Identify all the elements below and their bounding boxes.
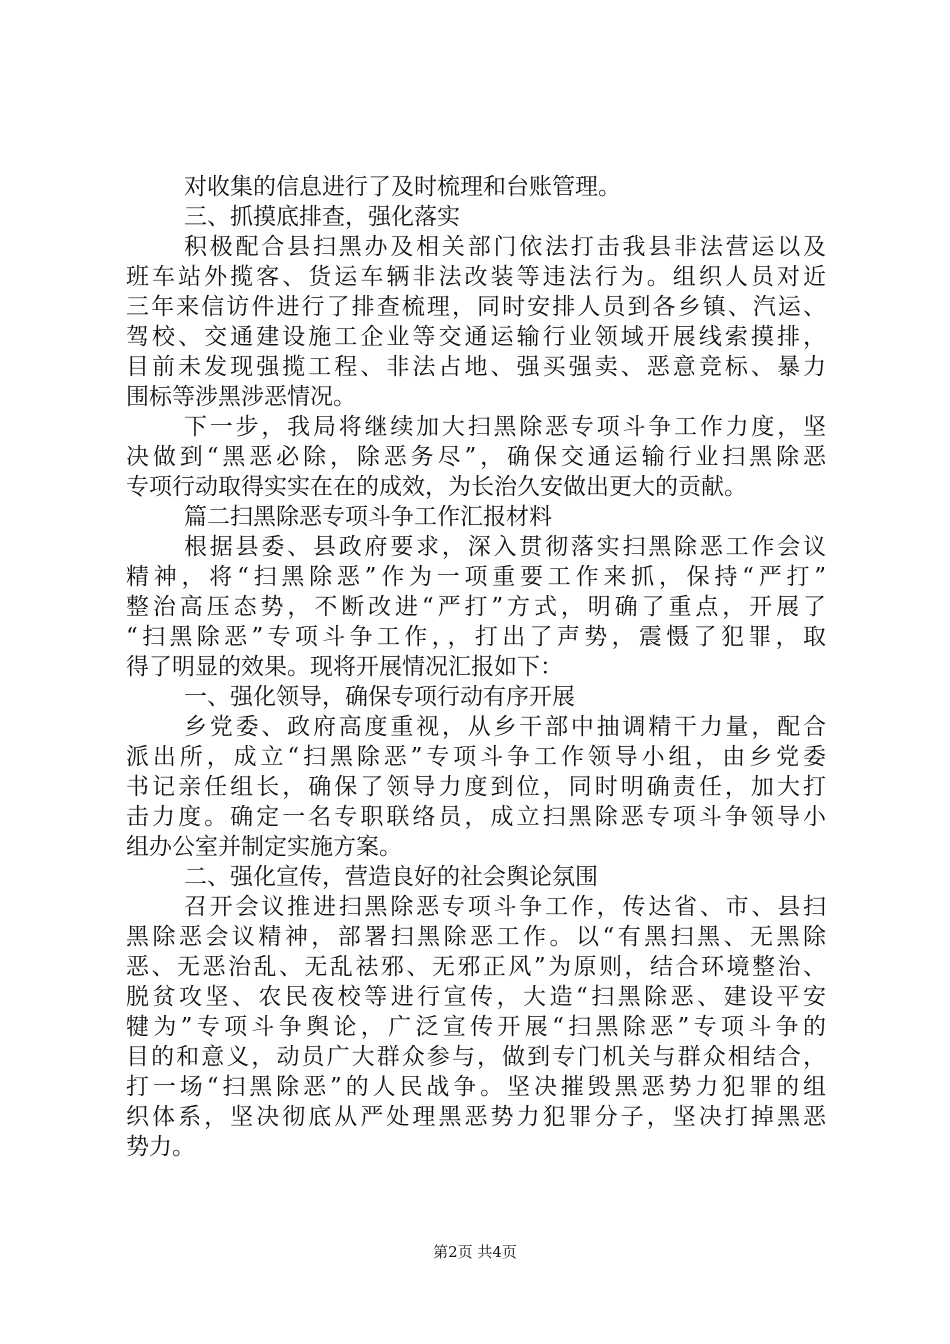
paragraph-line: 决做到“黑恶必除，除恶务尽”，确保交通运输行业扫黑除恶 <box>126 444 826 470</box>
paragraph-line: 根据县委、县政府要求，深入贯彻落实扫黑除恶工作会议 <box>184 534 826 560</box>
paragraph-line: 专项行动取得实实在在的成效，为长治久安做出更大的贡献。 <box>126 474 747 500</box>
paragraph-line: 整治高压态势，不断改进“严打”方式，明确了重点，开展了 <box>126 594 826 620</box>
paragraph-line: 对收集的信息进行了及时梳理和台账管理。 <box>184 174 621 200</box>
paragraph-line: 黑除恶会议精神，部署扫黑除恶工作。以“有黑扫黑、无黑除 <box>126 924 826 950</box>
document-body <box>126 172 826 1162</box>
paragraph-line: 驾校、交通建设施工企业等交通运输行业领域开展线索摸排， <box>126 324 826 350</box>
document-subtitle: 篇二扫黑除恶专项斗争工作汇报材料 <box>184 504 552 530</box>
paragraph-line: 三年来信访件进行了排查梳理，同时安排人员到各乡镇、汽运、 <box>126 294 826 320</box>
paragraph-line: 围标等涉黑涉恶情况。 <box>126 384 356 410</box>
paragraph-line: 打一场“扫黑除恶”的人民战争。坚决摧毁黑恶势力犯罪的组 <box>126 1074 826 1100</box>
paragraph-line: 势力。 <box>126 1134 195 1160</box>
paragraph-line: 织体系，坚决彻底从严处理黑恶势力犯罪分子，坚决打掉黑恶 <box>126 1104 826 1130</box>
paragraph-line: 派出所，成立“扫黑除恶”专项斗争工作领导小组，由乡党委 <box>126 744 826 770</box>
paragraph-line: “扫黑除恶”专项斗争工作，，打出了声势，震慑了犯罪，取 <box>126 624 826 650</box>
paragraph-line: 书记亲任组长，确保了领导力度到位，同时明确责任，加大打 <box>126 774 826 800</box>
paragraph-line: 精神，将“扫黑除恶”作为一项重要工作来抓，保持“严打” <box>126 564 826 590</box>
paragraph-line: 乡党委、政府高度重视，从乡干部中抽调精干力量，配合 <box>184 714 826 740</box>
paragraph-line: 得了明显的效果。现将开展情况汇报如下： <box>126 654 563 680</box>
paragraph-line: 目的和意义，动员广大群众参与，做到专门机关与群众相结合， <box>126 1044 826 1070</box>
paragraph-line: 班车站外揽客、货运车辆非法改装等违法行为。组织人员对近 <box>126 264 826 290</box>
paragraph-line: 恶、无恶治乱、无乱祛邪、无邪正风”为原则，结合环境整治、 <box>126 954 826 980</box>
section-heading: 三、抓摸底排查，强化落实 <box>184 204 460 230</box>
section-heading: 一、强化领导，确保专项行动有序开展 <box>184 684 575 710</box>
paragraph-line: 犍为”专项斗争舆论，广泛宣传开展“扫黑除恶”专项斗争的 <box>126 1014 826 1040</box>
section-heading: 二、强化宣传，营造良好的社会舆论氛围 <box>184 864 598 890</box>
page-number-footer: 第2页 共4页 <box>433 1243 517 1261</box>
paragraph-line: 下一步，我局将继续加大扫黑除恶专项斗争工作力度，坚 <box>184 414 826 440</box>
paragraph-line: 积极配合县扫黑办及相关部门依法打击我县非法营运以及 <box>184 234 826 260</box>
paragraph-line: 目前未发现强揽工程、非法占地、强买强卖、恶意竞标、暴力 <box>126 354 826 380</box>
paragraph-line: 召开会议推进扫黑除恶专项斗争工作，传达省、市、县扫 <box>184 894 826 920</box>
paragraph-line: 击力度。确定一名专职联络员，成立扫黑除恶专项斗争领导小 <box>126 804 826 830</box>
paragraph-line: 组办公室并制定实施方案。 <box>126 834 402 860</box>
paragraph-line: 脱贫攻坚、农民夜校等进行宣传，大造“扫黑除恶、建设平安 <box>126 984 826 1010</box>
